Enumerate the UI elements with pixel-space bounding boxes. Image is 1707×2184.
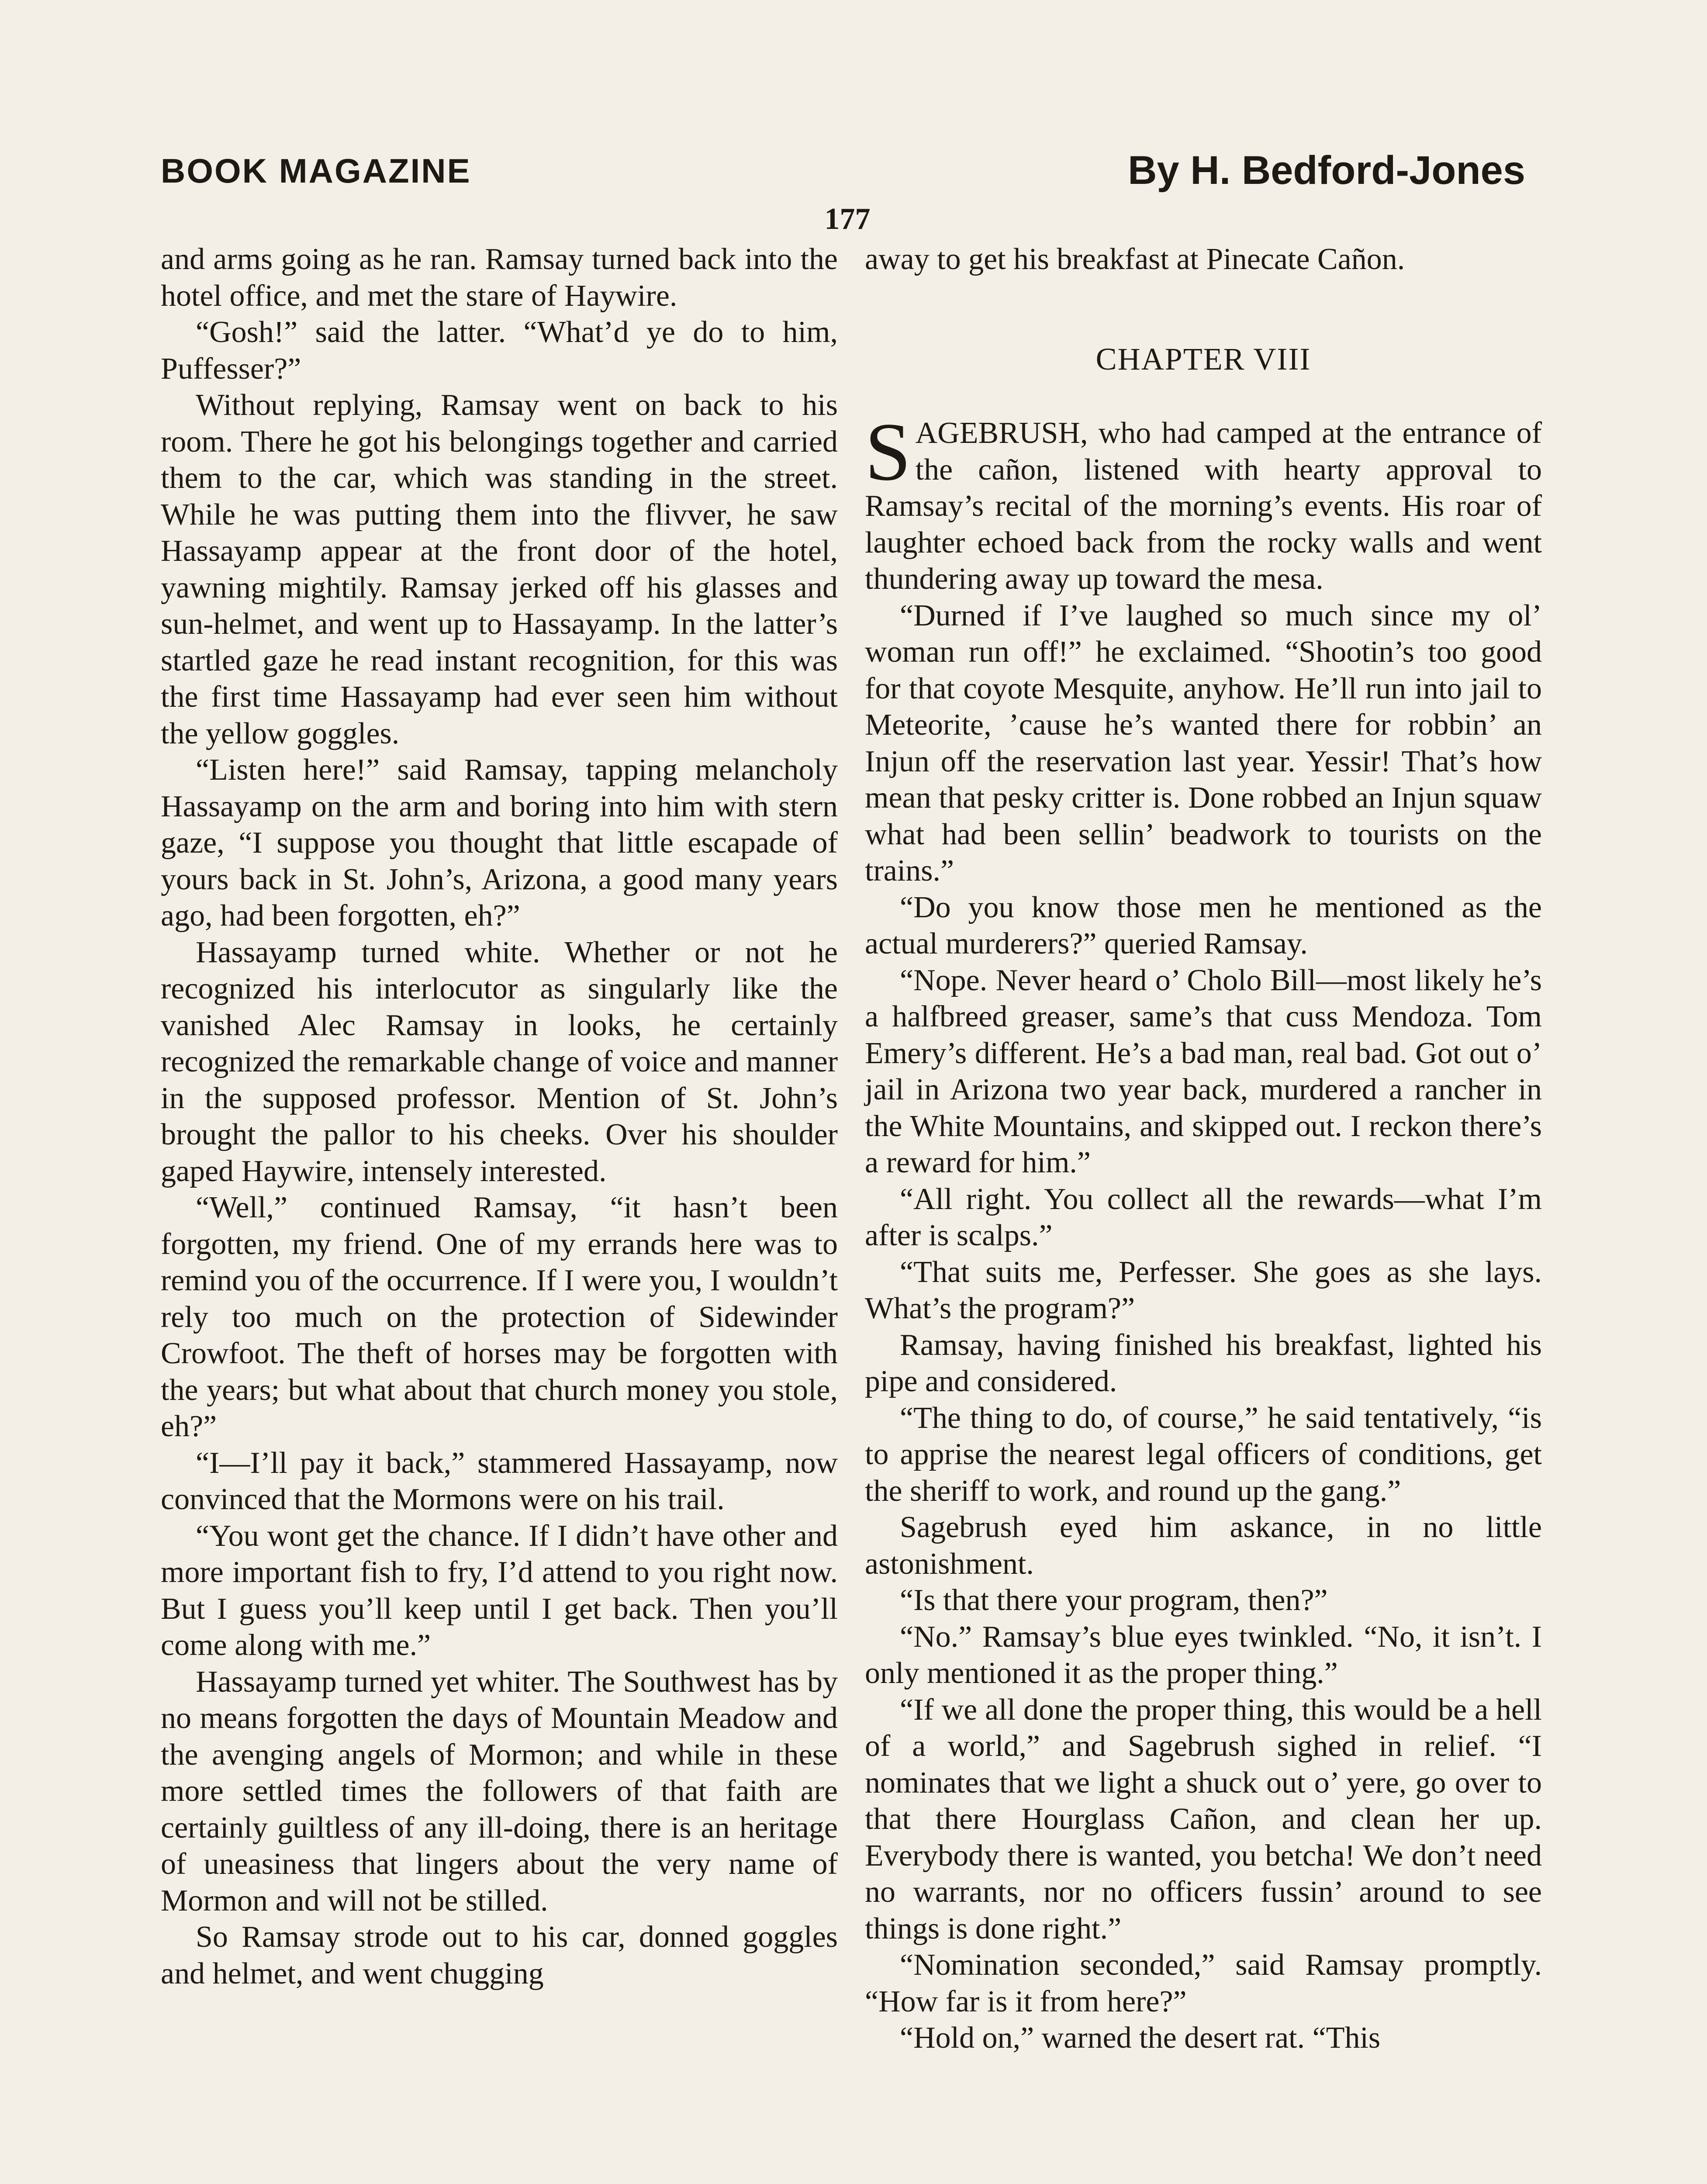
paragraph: “If we all done the proper thing, this would be a hell of a world,” and Sagebrush sighed in relief. “I nominates that we light a shuck out o’ yere, go over to that there Hourglass Cañon, and clean her up. Everybody there is wanted, you betcha! We don’t need no warrants, nor no officers fussin’ around to see things is done right.” [865,1693,1542,1946]
paragraph: “Do you know those men he mentioned as the actual murderers?” queried Ramsay. [865,890,1542,961]
paragraph: So Ramsay strode out to his car, donned goggles and helmet, and went chugging [161,1920,838,1990]
author-byline: By H. Bedford-Jones [1128,148,1525,193]
paragraph: “Gosh!” said the latter. “What’d ye do to him, Puffesser?” [161,315,838,386]
paragraph: Ramsay, having finished his breakfast, lighted his pipe and considered. [865,1328,1542,1398]
paragraph: “You wont get the chance. If I didn’t have other and more important fish to fry, I’d attend to you right now. But I guess you’ll keep until I get back. Then you’ll come along with me.” [161,1519,838,1662]
paragraph: Sagebrush eyed him askance, in no little astonishment. [865,1510,1542,1581]
drop-cap: S [865,406,911,498]
paragraph: Hassayamp turned yet whiter. The Southwest has by no means forgotten the days of Mountain Meadow and the avenging angels of Mormon; and while in these more settled times the followers of that faith are certainly guiltless of any ill-doing, there is an heritage of uneasiness that lingers about the very name of Mormon and will not be stilled. [161,1665,838,1918]
paragraph: away to get his breakfast at Pinecate Cañon. [865,242,1405,276]
paragraph: “Nope. Never heard o’ Cholo Bill—most likely he’s a halfbreed greaser, same’s that cuss Mendoza. Tom Emery’s different. He’s a bad man, real bad. Got out o’ jail in Arizona two year back, murdered a rancher in the White Mountains, and skipped out. I reckon there’s a reward for him.” [865,963,1542,1179]
paragraph: “Well,” continued Ramsay, “it hasn’t been forgotten, my friend. One of my errands here was to remind you of the occurrence. If I were you, I wouldn’t rely too much on the protection of Sidewinder Crowfoot. The theft of horses may be forgotten with the years; but what about that church money you stole, eh?” [161,1191,838,1443]
paragraph: “I—I’ll pay it back,” stammered Hassayamp, now convinced that the Mormons were on his trail. [161,1446,838,1516]
opening-text: AGEBRUSH, who had camped at the entrance of the cañon, listened with hearty approval to Ramsay’s recital of the morning’s events. His roar of laughter echoed back from the rocky walls and went thundering away up toward the mesa. [865,416,1542,596]
chapter-heading: CHAPTER VIII [1095,341,1311,377]
paragraph: “Is that there your program, then?” [900,1583,1328,1617]
paragraph: and arms going as he ran. Ramsay turned back into the hotel office, and met the stare of Haywire. [161,242,838,313]
chapter-opening-paragraph [865,406,1542,598]
paragraph: “The thing to do, of course,” he said tentatively, “is to apprise the nearest legal officers of conditions, get the sheriff to work, and round up the gang.” [865,1401,1542,1508]
paragraph: “Durned if I’ve laughed so much since my ol’ woman run off!” he exclaimed. “Shootin’s too good for that coyote Mesquite, anyhow. He’ll run into jail to Meteorite, ’cause he’s wanted there for robbin’ an Injun off the reservation last year. Yessir! That’s how mean that pesky critter is. Done robbed an Injun squaw what had been sellin’ beadwork to tourists on the trains.” [865,598,1542,888]
paragraph: “Listen here!” said Ramsay, tapping melancholy Hassayamp on the arm and boring into him with stern gaze, “I suppose you thought that little escapade of yours back in St. John’s, Arizona, a good many years ago, had been forgotten, eh?” [161,753,838,933]
right-column [865,241,1542,2056]
magazine-title: BOOK MAGAZINE [161,152,471,190]
paragraph: “All right. You collect all the rewards—what I’m after is scalps.” [865,1182,1542,1252]
paragraph: Hassayamp turned white. Whether or not he recognized his interlocutor as singularly like the vanished Alec Ramsay in looks, he certainly recognized the remarkable change of voice and manner in the supposed professor. Mention of St. John’s brought the pallor to his cheeks. Over his shoulder gaped Haywire, intensely interested. [161,935,838,1188]
left-column [161,241,838,1992]
paragraph: “No.” Ramsay’s blue eyes twinkled. “No, it isn’t. I only mentioned it as the proper thing.” [865,1620,1542,1690]
paragraph: “That suits me, Perfesser. She goes as she lays. What’s the program?” [865,1255,1542,1325]
paragraph: “Nomination seconded,” said Ramsay promptly. “How far is it from here?” [865,1948,1542,2018]
paragraph: “Hold on,” warned the desert rat. “This [900,2021,1381,2055]
paragraph: Without replying, Ramsay went on back to his room. There he got his belongings together and carried them to the car, which was standing in the street. While he was putting them into the flivver, he saw Hassayamp appear at the front door of the hotel, yawning mightily. Ramsay jerked off his glasses and sun-helmet, and went up to Hassayamp. In the latter’s startled gaze he read instant recognition, for this was the first time Hassayamp had ever seen him without the yellow goggles. [161,388,838,750]
page-number: 177 [824,202,871,236]
